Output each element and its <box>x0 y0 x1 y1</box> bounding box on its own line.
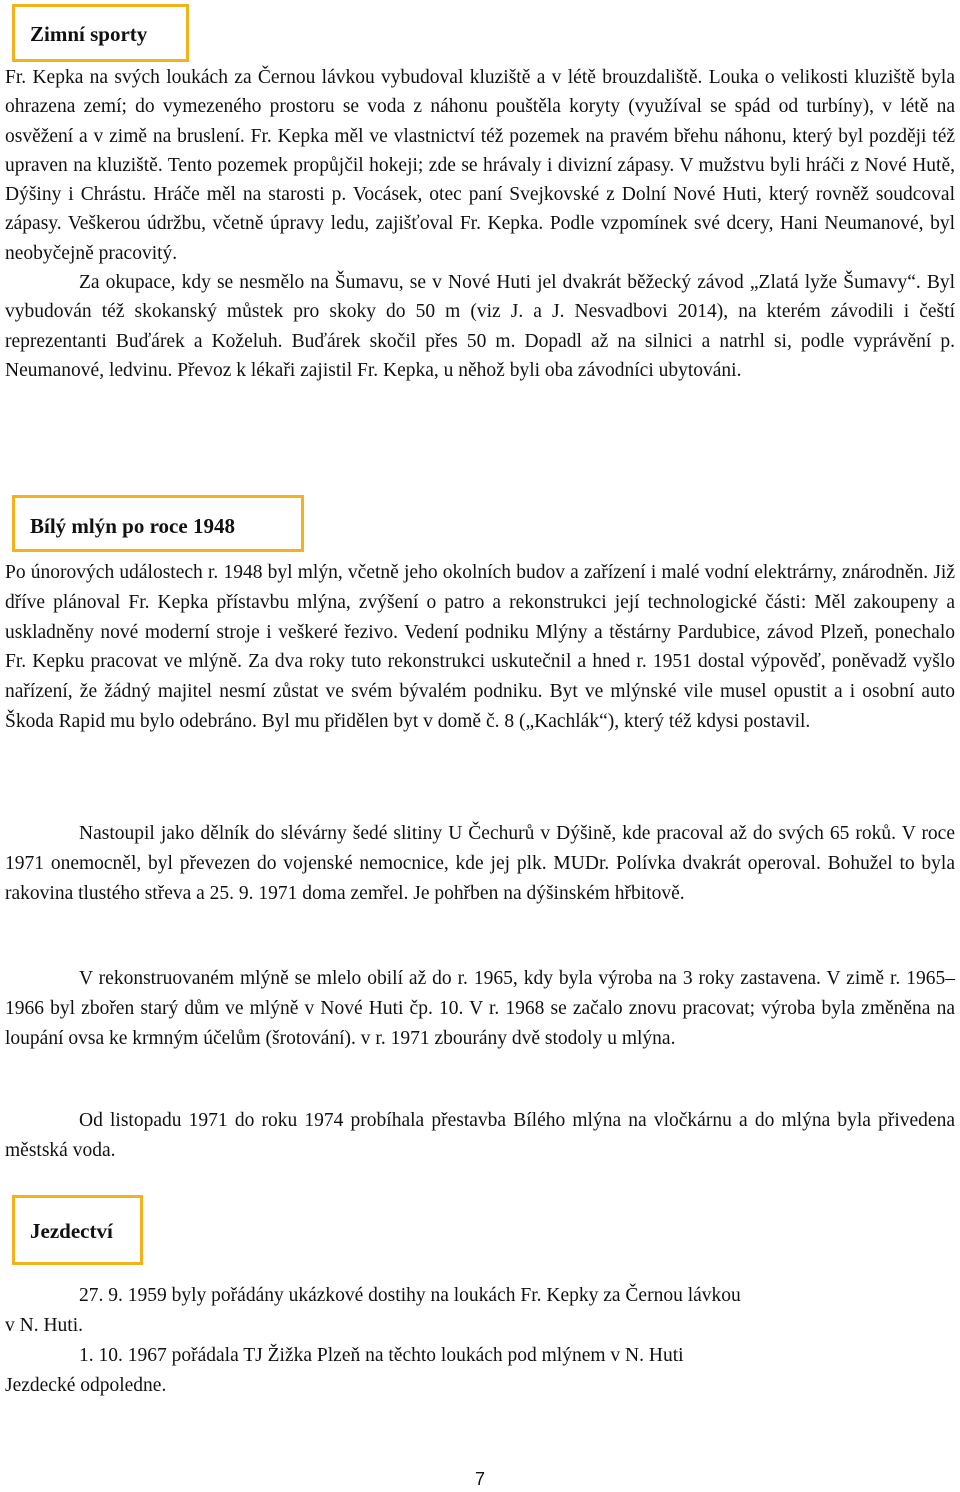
paragraph-bily-mlyn-4 <box>5 1106 955 1166</box>
heading-jezdectvi <box>12 1195 143 1265</box>
paragraph-jezdectvi <box>5 1281 955 1401</box>
heading-zimni-sporty <box>12 4 189 62</box>
heading-jezdectvi-text: Jezdectví <box>30 1219 113 1243</box>
jezdectvi-entry-2-line-2: Jezdecké odpoledne. <box>5 1375 167 1396</box>
paragraph-bily-mlyn-3 <box>5 964 955 1054</box>
jezdectvi-entry-1-line-2: v N. Huti. <box>5 1315 83 1336</box>
paragraph-bily-mlyn-4-text: Od listopadu 1971 do roku 1974 probíhala přestavba Bílého mlýna na vločkárnu a do mlýna byla přivedena městská voda. <box>5 1110 955 1161</box>
paragraph-zimni-sporty <box>5 63 955 385</box>
paragraph-zimni-sporty-text: Fr. Kepka na svých loukách za Černou lávkou vybudoval kluziště a v létě brouzdaliště. Louka o velikosti kluziště byla ohrazena zemí; do vymezeného prostoru se voda z náhonu pouštěla koryty (využíval se spád od turbíny), v létě na osvěžení a v zimě na bruslení. Fr. Kepka měl ve vlastnictví též pozemek na pravém břehu náhonu, který byl později též upraven na kluziště. Tento pozemek propůjčil hokeji; zde se hrávaly i divizní zápasy. V mužstvu byli hráči z Nové Hutě, Dýšiny i Chrástu. Hráče měl na starosti p. Vocásek, otec paní Svejkovské z Dolní Nové Huti, který rovněž soudcoval zápasy. Veškerou údržbu, včetně úpravy ledu, zajišťoval Fr. Kepka. Podle vzpomínek své dcery, Hani Neumanové, byl neobyčejně pracovitý. <box>5 67 955 264</box>
paragraph-bily-mlyn-2-text: Nastoupil jako dělník do slévárny šedé slitiny U Čechurů v Dýšině, kde pracoval až do svých 65 roků. V roce 1971 onemocněl, byl převezen do vojenské nemocnice, kde jej plk. MUDr. Polívka dvakrát operoval. Bohužel to byla rakovina tlustého střeva a 25. 9. 1971 doma zemřel. Je pohřben na dýšinském hřbitově. <box>5 823 955 904</box>
paragraph-bily-mlyn-3-text: V rekonstruovaném mlýně se mlelo obilí až do r. 1965, kdy byla výroba na 3 roky zastavena. V zimě r. 1965–1966 byl zbořen starý dům ve mlýně v Nové Huti čp. 10. V r. 1968 se začalo znovu pracovat; výroba byla změněna na loupání ovsa ke krmným účelům (šrotování). v r. 1971 zbourány dvě stodoly u mlýna. <box>5 968 955 1049</box>
heading-bily-mlyn-text: Bílý mlýn po roce 1948 <box>30 514 235 538</box>
paragraph-bily-mlyn-1 <box>5 558 955 737</box>
heading-zimni-sporty-text: Zimní sporty <box>30 22 148 46</box>
paragraph-zimni-sporty-2-text: Za okupace, kdy se nesmělo na Šumavu, se v Nové Huti jel dvakrát běžecký závod „Zlatá lyže Šumavy“. Byl vybudován též skokanský můstek pro skoky do 50 m (viz J. a J. Nesvadbovi 2014), na kterém závodili i čeští reprezentanti Buďárek a Koželuh. Buďárek skočil přes 50 m. Dopadl až na silnici a natrhl si, podle vyprávění p. Neumanové, ledvinu. Převoz k lékaři zajistil Fr. Kepka, u něhož byli oba závodníci ubytováni. <box>5 272 955 381</box>
page-number: 7 <box>474 1469 485 1489</box>
paragraph-bily-mlyn-2 <box>5 819 955 909</box>
heading-bily-mlyn <box>12 495 304 552</box>
jezdectvi-entry-1-line-1: 27. 9. 1959 byly pořádány ukázkové dostihy na loukách Fr. Kepky za Černou lávkou <box>79 1285 741 1306</box>
jezdectvi-entry-2-line-1: 1. 10. 1967 pořádala TJ Žižka Plzeň na těchto loukách pod mlýnem v N. Huti <box>79 1345 684 1366</box>
paragraph-bily-mlyn-1-text: Po únorových událostech r. 1948 byl mlýn, včetně jeho okolních budov a zařízení i malé vodní elektrárny, znárodněn. Již dříve plánoval Fr. Kepka přístavbu mlýna, zvýšení o patro a rekonstrukci její technologické části: Měl zakoupeny a uskladněny nové moderní stroje i veškeré řezivo. Vedení podniku Mlýny a těstárny Pardubice, závod Plzeň, ponechalo Fr. Kepku pracovat ve mlýně. Za dva roky tuto rekonstrukci uskutečnil a hned r. 1951 dostal výpověď, poněvadž vyšlo nařízení, že žádný majitel nesmí zůstat ve svém bývalém podniku. Byt ve mlýnské vile musel opustit a i osobní auto Škoda Rapid mu bylo odebráno. Byl mu přidělen byt v domě č. 8 („Kachlák“), který též kdysi postavil. <box>5 562 955 732</box>
